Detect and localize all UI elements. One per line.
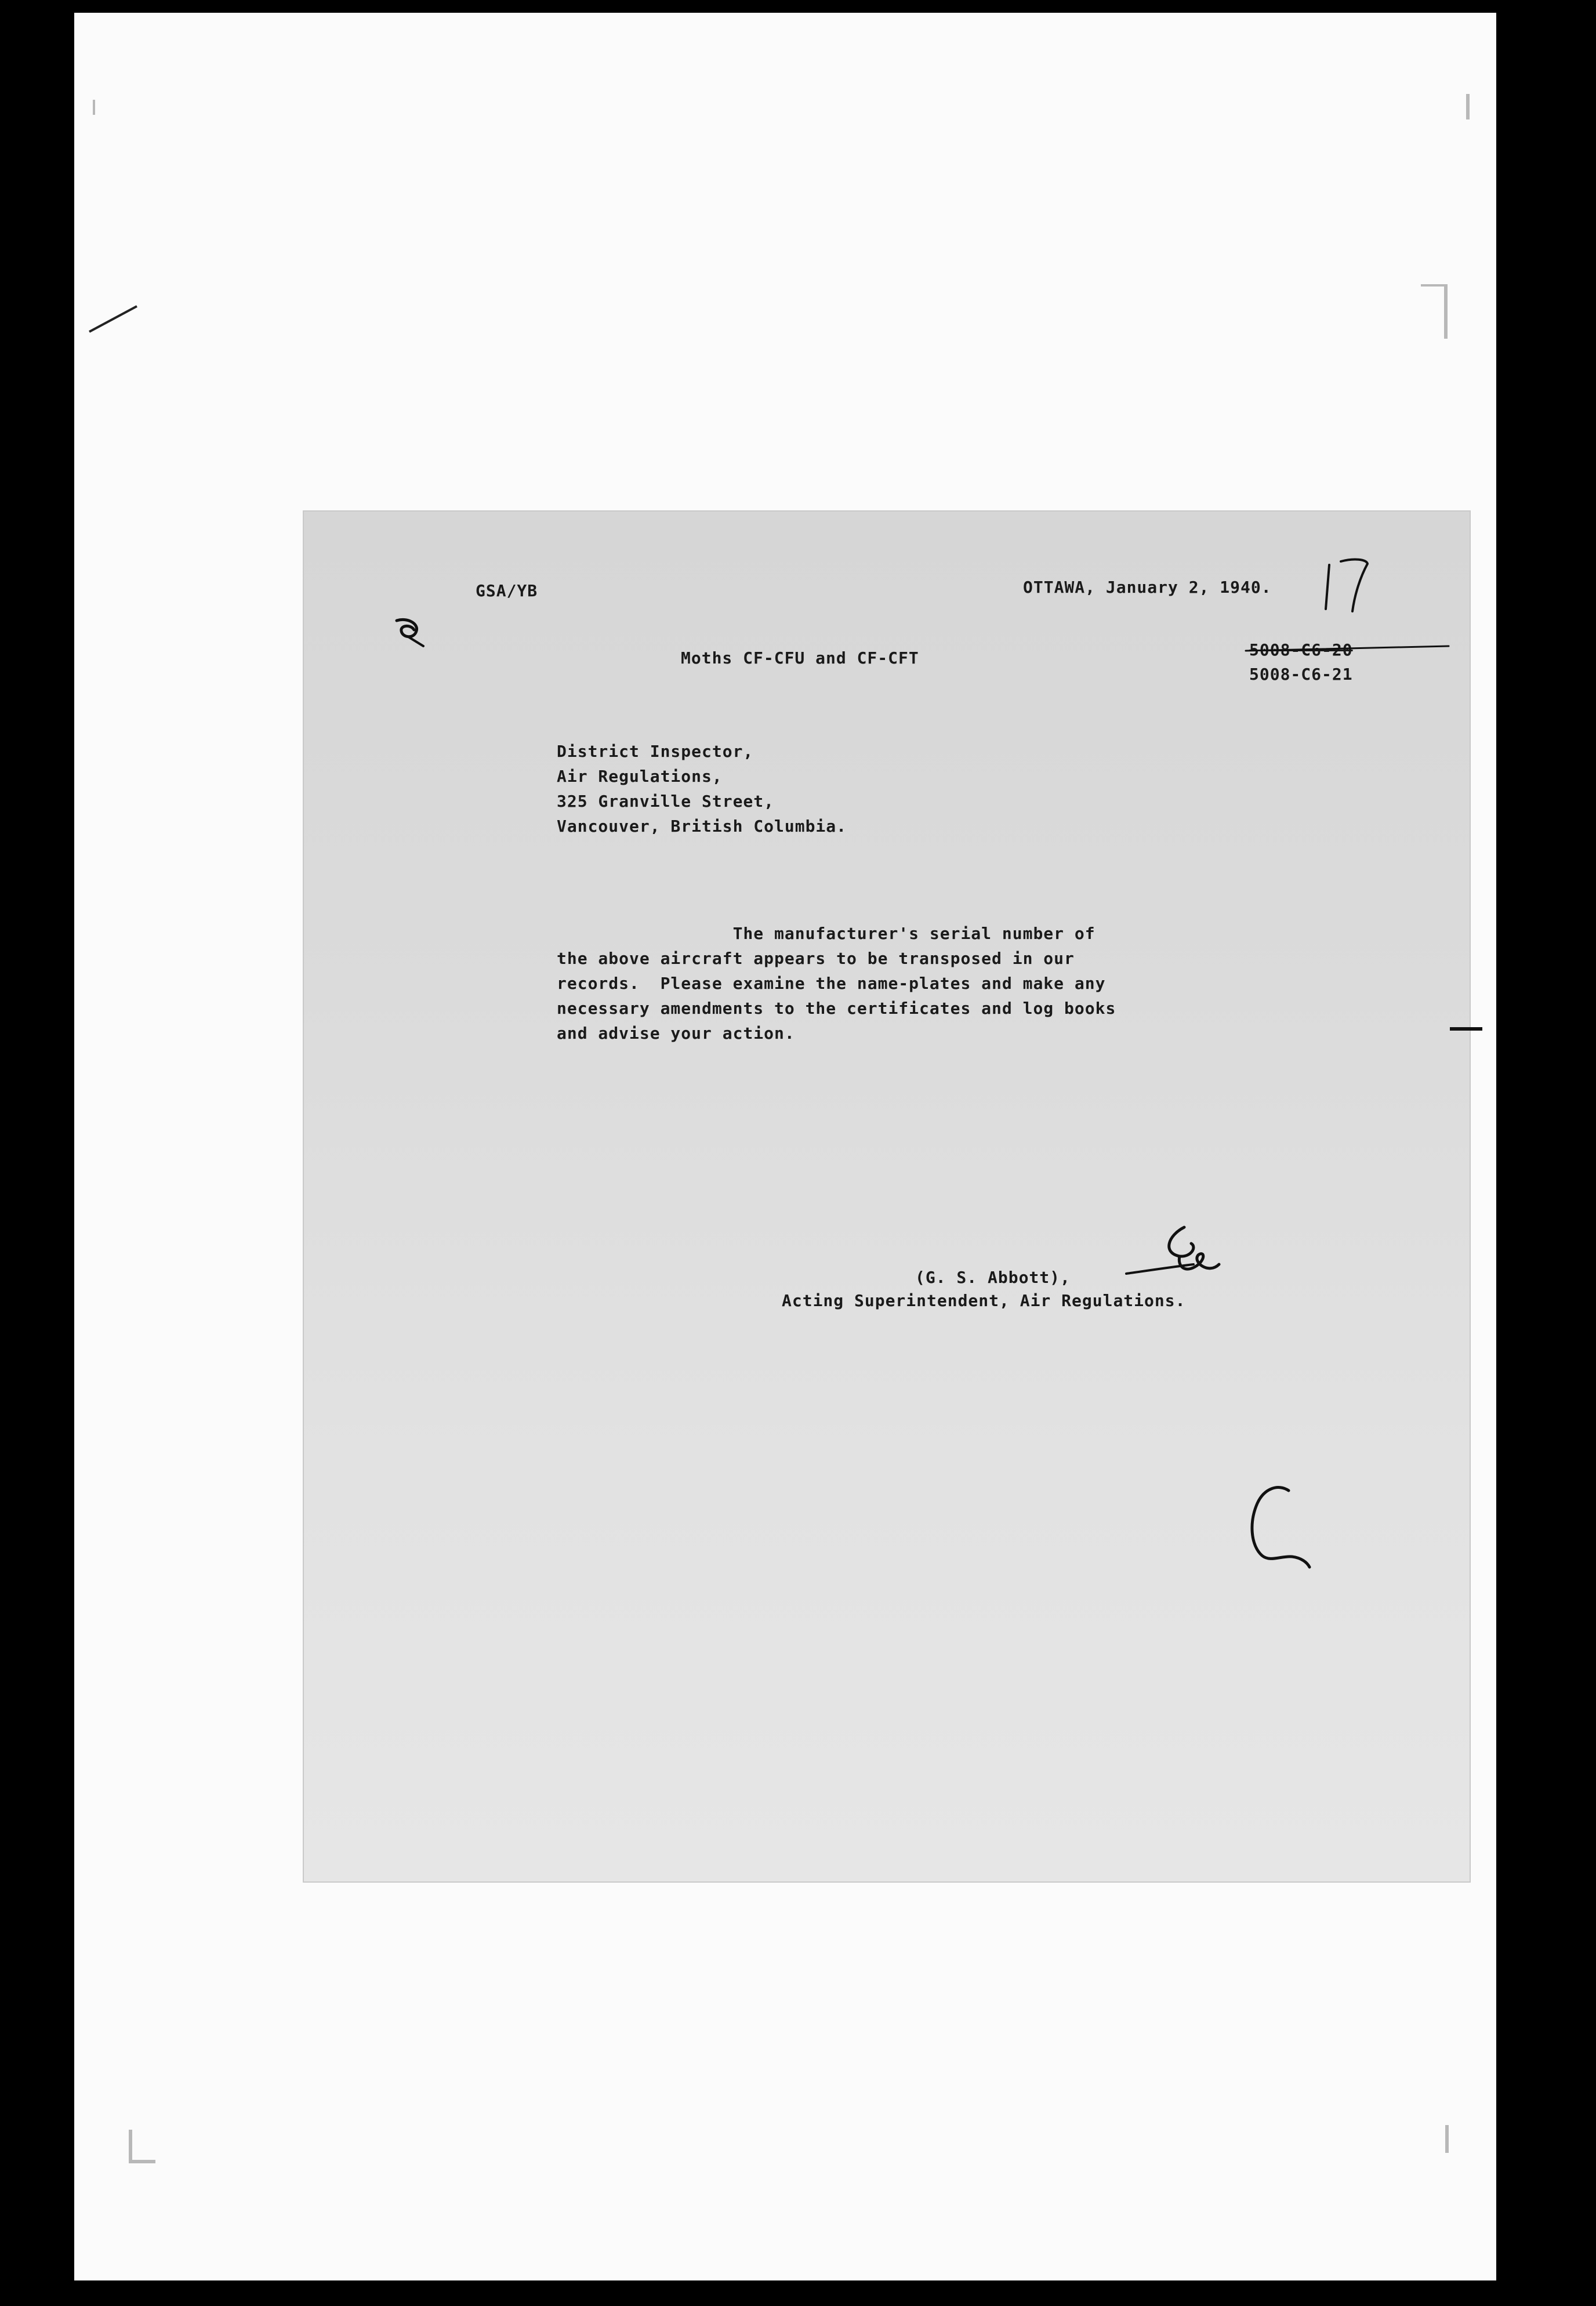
addressee-line: District Inspector, <box>557 742 754 761</box>
crop-mark-mid-right <box>1421 284 1448 339</box>
signatory-name: (G. S. Abbott), <box>915 1268 1071 1287</box>
reference-initials: GSA/YB <box>476 581 538 600</box>
addressee-block <box>557 739 847 839</box>
body-line: The manufacturer's serial number of <box>557 924 1096 943</box>
crop-mark-bottom-right <box>1428 2125 1449 2153</box>
crop-mark-bottom-left <box>129 2130 155 2163</box>
signatory-title: Acting Superintendent, Air Regulations. <box>782 1291 1186 1310</box>
subject-line: Moths CF-CFU and CF-CFT <box>681 648 919 668</box>
body-line: the above aircraft appears to be transposed in our <box>557 949 1075 968</box>
letter-page <box>304 512 1470 1881</box>
addressee-line: Air Regulations, <box>557 767 723 786</box>
body-line: records. Please examine the name-plates and make any <box>557 974 1106 993</box>
letter-body <box>557 921 1116 1046</box>
paper-clip-mark <box>391 614 431 648</box>
file-number-struck: 5008-C6-20 <box>1249 640 1353 659</box>
body-line: and advise your action. <box>557 1024 795 1043</box>
addressee-line: Vancouver, British Columbia. <box>557 817 847 836</box>
place-date: OTTAWA, January 2, 1940. <box>1023 578 1272 597</box>
crop-mark-top-left <box>93 100 101 115</box>
right-edge-tab <box>1450 1021 1485 1038</box>
handwritten-mark <box>1232 1480 1330 1573</box>
strike-through-line <box>1243 644 1452 655</box>
file-number: 5008-C6-21 <box>1249 665 1353 684</box>
addressee-line: 325 Granville Street, <box>557 792 775 811</box>
scratch-mark <box>87 302 139 336</box>
handwritten-number <box>1320 553 1378 617</box>
crop-mark-top-right <box>1457 94 1470 119</box>
initials-signature <box>1122 1218 1261 1299</box>
body-line: necessary amendments to the certificates and log books <box>557 999 1116 1018</box>
